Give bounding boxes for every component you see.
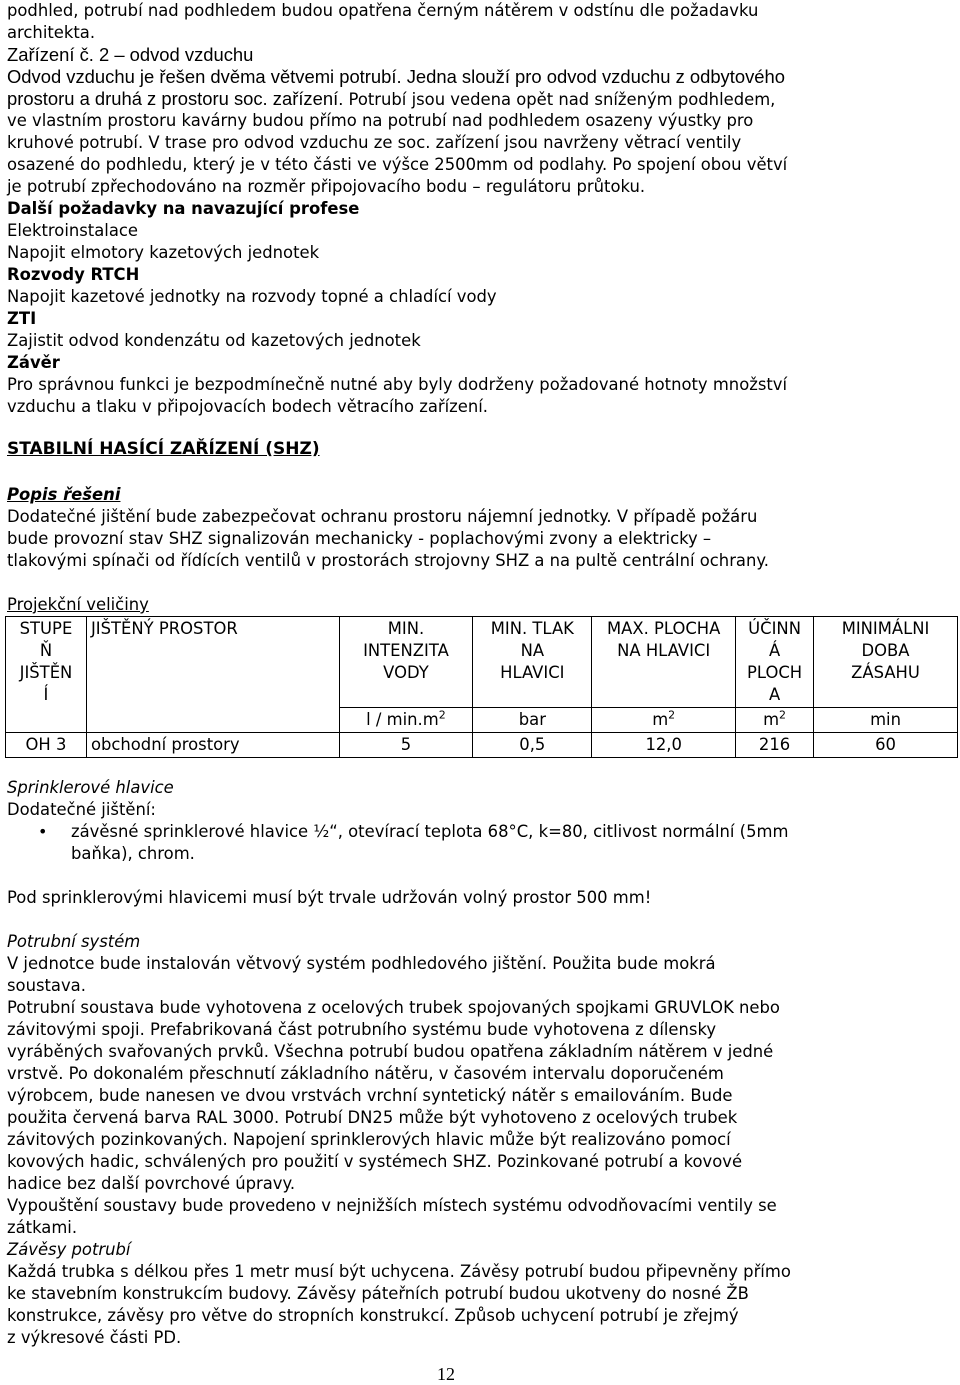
header-text: STUPE	[19, 619, 73, 638]
pipe-line: V jednotce bude instalován větvový systém podhledového jištění. Použita bude mokrá	[7, 954, 716, 973]
free-space-note: Pod sprinklerovými hlavicemi musí být trvale udržován volný prostor 500 mm!	[7, 888, 652, 907]
pipe-line: hadice bez další povrchové úpravy.	[7, 1174, 296, 1193]
table-cell: 0,5	[473, 733, 592, 758]
pipe-line: kovových hadic, schválených pro použití v systémech SHZ. Pozinkované potrubí a kovové	[7, 1152, 743, 1171]
intro-line	[7, 88, 775, 111]
table-row	[6, 733, 958, 758]
header-text: MIN. TLAK	[490, 619, 574, 638]
pipe-line: vrstvě. Po dokonalém přeschnutí základního nátěru, v časovém intervalu doporučeném	[7, 1064, 724, 1083]
header-cell	[6, 617, 87, 733]
bullet-line: závěsné sprinklerové hlavice ½“, otevírací teplota 68°C, k=80, citlivost normální (5mm	[71, 822, 789, 841]
header-text: Ň	[39, 641, 53, 660]
table-cell: 12,0	[592, 733, 736, 758]
header-text: JIŠTĚN	[19, 663, 73, 682]
conclusion-line: vzduchu a tlaku v připojovacích bodech větracího zařízení.	[7, 397, 488, 416]
header-text: ZÁSAHU	[851, 663, 920, 682]
unit-text: bar	[518, 710, 546, 729]
zti-text: Zajistit odvod kondenzátu od kazetových jednotek	[7, 331, 421, 350]
unit-text: m	[763, 710, 780, 729]
hang-line: ke stavebním konstrukcím budovy. Závěsy páteřních potrubí budou ukotveny do nosné ŽB	[7, 1284, 749, 1303]
conclusion-line: Pro správnou funkci je bezpodmínečně nutné aby byly dodrženy požadované hotnoty množství	[7, 375, 788, 394]
pipe-line: závitovými spoji. Prefabrikovaná část potrubního systému bude vyhotovena z dílensky	[7, 1020, 717, 1039]
intro-line: je potrubí zpřechodováno na rozměr připojovacího bodu – regulátoru průtoku.	[7, 177, 646, 196]
intro-line: podhled, potrubí nad podhledem budou opatřena černým nátěrem v odstínu dle požadavku	[7, 1, 759, 20]
header-text: NA HLAVICI	[617, 641, 711, 660]
zti-title: ZTI	[7, 309, 37, 328]
conclusion-title: Závěr	[7, 353, 60, 372]
pipe-line: Potrubní soustava bude vyhotovena z ocelových trubek spojovaných spojkami GRUVLOK nebo	[7, 998, 780, 1017]
requirements-heading: Další požadavky na navazující profese	[7, 199, 360, 218]
popis-line: bude provozní stav SHZ signalizován mechanicky - poplachovými zvony a elektricky –	[7, 529, 712, 548]
table-cell: OH 3	[6, 733, 87, 758]
header-text: MAX. PLOCHA	[607, 619, 721, 638]
header-cell	[86, 617, 339, 733]
bullet-line: baňka), chrom.	[71, 844, 195, 863]
header-cell	[736, 617, 814, 708]
header-text: JIŠTĚNÝ PROSTOR	[90, 619, 238, 638]
unit-cell	[339, 708, 473, 733]
header-text: DOBA	[861, 641, 910, 660]
hang-line: Každá trubka s délkou přes 1 metr musí být uchycena. Závěsy potrubí budou připevněny přímo	[7, 1262, 791, 1281]
unit-sup: 2	[779, 708, 787, 722]
electro-title: Elektroinstalace	[7, 221, 138, 240]
pipe-line: Vypouštění soustavy bude provedeno v nejnižších místech systému odvodňovacími ventily se	[7, 1196, 777, 1215]
header-text: PLOCH	[747, 663, 803, 682]
popis-line: Dodatečné jištění bude zabezpečovat ochranu prostoru nájemní jednotky. V případě požáru	[7, 507, 758, 526]
pipe-line: výrobcem, bude nanesen ve dvou vrstvách vrchní syntetický nátěr s emailováním. Bude	[7, 1086, 733, 1105]
projection-table	[5, 616, 958, 758]
sprinkler-title: Sprinklerové hlavice	[7, 778, 174, 797]
header-cell	[473, 617, 592, 708]
pipe-title: Potrubní systém	[7, 932, 141, 951]
popis-line: tlakovými spínači od řídících ventilů v prostorách strojovny SHZ a na pultě centrální ochrany.	[7, 551, 769, 570]
table-header-row	[6, 617, 958, 708]
intro-line-part: Potrubí jsou vedena opět nad sníženým podhledem,	[343, 90, 776, 109]
intro-line: architekta.	[7, 23, 96, 42]
header-text: NA	[520, 641, 545, 660]
intro-line: ve vlastním prostoru kavárny budou přímo na potrubí nad podhledem osazeny výustky pro	[7, 111, 754, 130]
proj-title: Projekční veličiny	[7, 595, 149, 614]
unit-cell	[736, 708, 814, 733]
intro-line: kruhové potrubí. V trase pro odvod vzduchu ze soc. zařízení jsou navrženy větrací ventily	[7, 133, 742, 152]
intro-line: Odvod vzduchu je řešen dvěma větvemi potrubí. Jedna slouží pro odvod vzduchu z odbytového	[7, 66, 785, 87]
header-text: Í	[43, 685, 49, 704]
header-text: HLAVICI	[500, 663, 565, 682]
rtch-text: Napojit kazetové jednotky na rozvody topné a chladící vody	[7, 287, 497, 306]
unit-cell	[592, 708, 736, 733]
table-cell: obchodní prostory	[86, 733, 339, 758]
header-cell	[592, 617, 736, 708]
header-text: A	[768, 685, 781, 704]
header-text: ÚČINN	[748, 619, 801, 638]
table-cell: 5	[339, 733, 473, 758]
header-text: VODY	[383, 663, 429, 682]
electro-text: Napojit elmotory kazetových jednotek	[7, 243, 320, 262]
page-number: 12	[437, 1364, 455, 1384]
unit-text: l / min.m	[366, 710, 439, 729]
unit-cell	[814, 708, 958, 733]
unit-cell	[473, 708, 592, 733]
popis-title: Popis řešeni	[7, 485, 121, 504]
header-text: MINIMÁLNI	[841, 619, 930, 638]
unit-text: min	[870, 710, 901, 729]
sprinkler-sub: Dodatečné jištění:	[7, 800, 156, 819]
pipe-line: vyráběných svařovaných prvků. Všechna potrubí budou opatřena základním nátěrem v jedné	[7, 1042, 774, 1061]
intro-line: osazené do podhledu, který je v této části ve výšce 2500mm od podlahy. Po spojení obou větví	[7, 155, 788, 174]
pipe-line: soustava.	[7, 976, 86, 995]
header-cell	[339, 617, 473, 708]
section-subtitle: Zařízení č. 2 – odvod vzduchu	[7, 44, 254, 65]
hang-title: Závěsy potrubí	[7, 1240, 131, 1259]
unit-sup: 2	[668, 708, 676, 722]
unit-text: m	[652, 710, 669, 729]
hang-line: konstrukce, závěsy pro větve do stropních konstrukcí. Způsob uchycení potrubí je zřejmý	[7, 1306, 739, 1325]
rtch-title: Rozvody RTCH	[7, 265, 140, 284]
header-text: Á	[768, 641, 781, 660]
table-cell: 216	[736, 733, 814, 758]
header-cell	[814, 617, 958, 708]
bullet-icon: •	[38, 822, 48, 841]
shz-title: STABILNÍ HASÍCÍ ZAŘÍZENÍ (SHZ)	[7, 439, 320, 459]
unit-sup: 2	[438, 708, 446, 722]
table-cell: 60	[814, 733, 958, 758]
intro-line-part: prostoru a druhá z prostoru soc. zařízení.	[7, 88, 344, 109]
header-text: MIN.	[387, 619, 425, 638]
pipe-line: zátkami.	[7, 1218, 78, 1237]
header-text: INTENZITA	[363, 641, 449, 660]
hang-line: z výkresové části PD.	[7, 1328, 182, 1347]
pipe-line: závitových pozinkovaných. Napojení sprinklerových hlavic může být realizováno pomocí	[7, 1130, 731, 1149]
pipe-line: použita červená barva RAL 3000. Potrubí DN25 může být vyhotoveno z ocelových trubek	[7, 1108, 738, 1127]
